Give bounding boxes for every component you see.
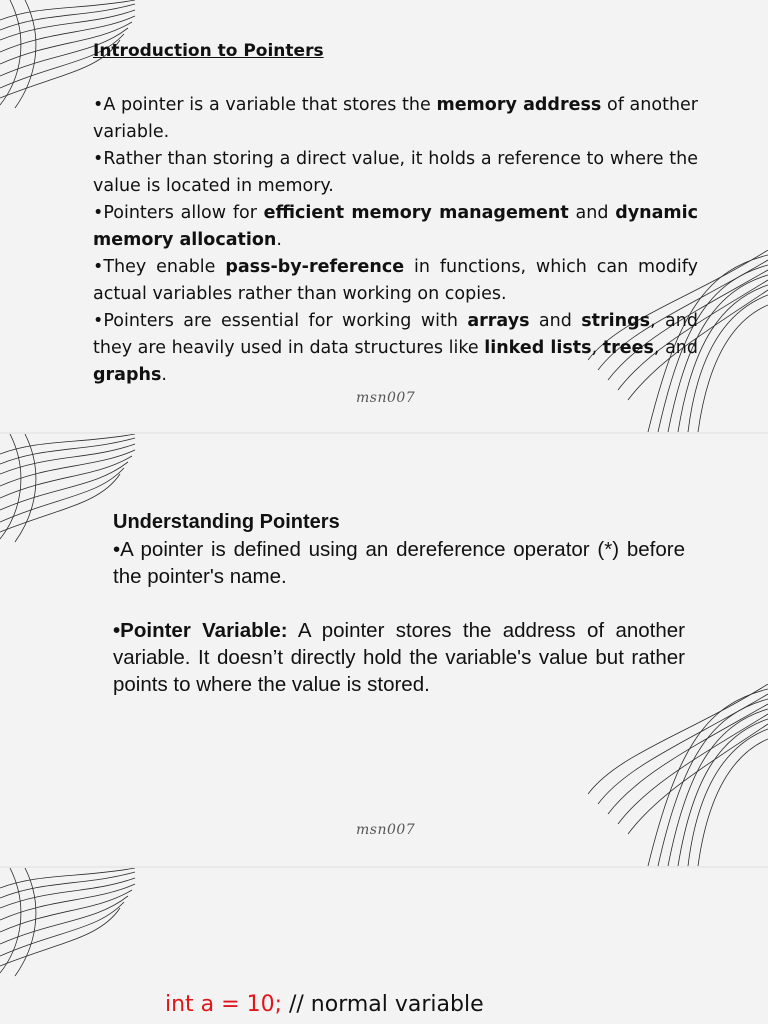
slide-3 [0, 868, 768, 1024]
bullet-5: •Pointers are essential for working with arrays and strings, and they are heavily used in data structures like linked lists, trees, and graphs. [93, 311, 698, 385]
signature: msn007 [356, 822, 416, 838]
slide-1-title: Introduction to Pointers [93, 41, 324, 61]
code-line [165, 992, 484, 1017]
slide-2 [0, 434, 768, 866]
wave-decoration-top-left [0, 868, 140, 978]
bullet-2: •Pointer Variable: A pointer stores the address of another variable. It doesn’t directly hold the variable's value but rather points to where the value is stored. [113, 619, 685, 696]
signature: msn007 [356, 390, 416, 406]
slide-1 [0, 0, 768, 432]
code-comment: // normal variable [281, 992, 484, 1017]
slide-2-content [113, 509, 685, 698]
bullet-3: •Pointers allow for efficient memory management and dynamic memory allocation. [93, 203, 699, 250]
bullet-4: •They enable pass-by-reference in functions, which can modify actual variables rather than working on copies. [93, 257, 698, 304]
bullet-2: •Rather than storing a direct value, it holds a reference to where the value is located in memory. [93, 149, 698, 196]
bullet-1: •A pointer is defined using an dereference operator (*) before the pointer's name. [113, 538, 685, 588]
bullet-1: •A pointer is a variable that stores the memory address of another variable. [93, 95, 698, 142]
wave-decoration-bottom-right [588, 684, 768, 866]
slide-2-title: Understanding Pointers [113, 511, 340, 533]
slide-1-content [93, 38, 698, 389]
code-statement: int a = 10; [165, 992, 282, 1017]
